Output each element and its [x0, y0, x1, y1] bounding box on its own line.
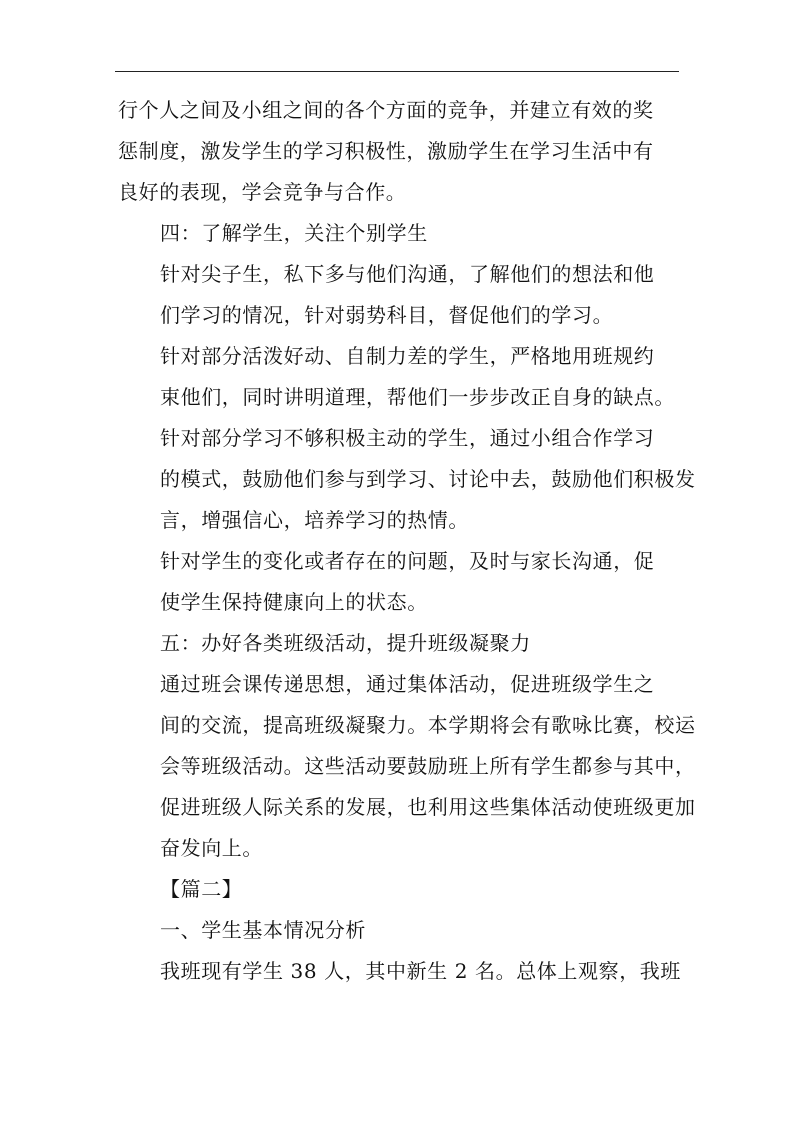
text-line: 的模式，鼓励他们参与到学习、讨论中去，鼓励他们积极发 — [160, 467, 696, 491]
text-line: 间的交流，提高班级凝聚力。本学期将会有歌咏比赛，校运 — [160, 713, 696, 737]
paragraph — [118, 869, 678, 910]
text-line: 针对部分学习不够积极主动的学生，通过小组合作学习 — [160, 426, 655, 450]
text-line: 一、学生基本情况分析 — [160, 918, 366, 942]
document-body — [118, 90, 696, 992]
paragraph — [118, 951, 682, 992]
text-line: 促进班级人际关系的发展，也利用这些集体活动使班级更加 — [160, 795, 696, 819]
text-line: 奋发向上。 — [160, 836, 263, 860]
text-line: 针对尖子生，私下多与他们沟通，了解他们的想法和他 — [160, 262, 655, 286]
text-line: 惩制度，激发学生的学习积极性，激励学生在学习生活中有 — [118, 139, 654, 163]
paragraph — [118, 664, 696, 869]
paragraph — [118, 336, 678, 418]
paragraph — [118, 254, 678, 336]
text-line: 行个人之间及小组之间的各个方面的竞争，并建立有效的奖 — [118, 98, 654, 122]
paragraph — [118, 418, 696, 541]
text-line: 们学习的情况，针对弱势科目，督促他们的学习。 — [160, 303, 614, 327]
paragraph — [118, 541, 678, 623]
text-line: 良好的表现，学会竞争与合作。 — [118, 180, 407, 204]
text-line: 我班现有学生 38 人，其中新生 2 名。总体上观察，我班 — [160, 959, 682, 983]
text-line: 束他们，同时讲明道理，帮他们一步步改正自身的缺点。 — [160, 385, 675, 409]
paragraph — [118, 910, 678, 951]
paragraph — [118, 90, 678, 213]
paragraph — [118, 623, 678, 664]
text-line: 四：了解学生，关注个别学生 — [160, 221, 428, 245]
text-line: 会等班级活动。这些活动要鼓励班上所有学生都参与其中， — [160, 754, 696, 778]
text-line: 【篇二】 — [160, 877, 243, 901]
paragraph — [118, 213, 678, 254]
text-line: 针对部分活泼好动、自制力差的学生，严格地用班规约 — [160, 344, 655, 368]
text-line: 言，增强信心，培养学习的热情。 — [160, 508, 469, 532]
header-rule — [115, 71, 679, 72]
text-line: 针对学生的变化或者存在的问题，及时与家长沟通，促 — [160, 549, 655, 573]
text-line: 通过班会课传递思想，通过集体活动，促进班级学生之 — [160, 672, 655, 696]
text-line: 五：办好各类班级活动，提升班级凝聚力 — [160, 631, 531, 655]
text-line: 使学生保持健康向上的状态。 — [160, 590, 428, 614]
